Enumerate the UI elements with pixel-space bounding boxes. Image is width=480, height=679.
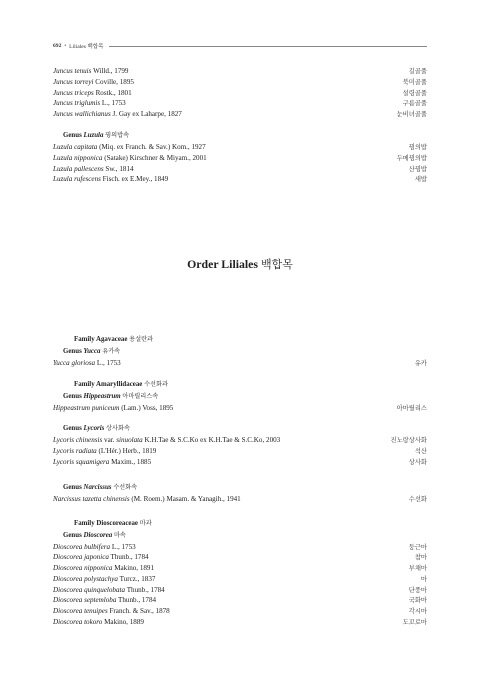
species-row — [53, 446, 427, 457]
korean-name: 북미골풀 — [402, 78, 427, 86]
species-author: Makino, 1889 — [104, 618, 144, 627]
korean-name: 구름골풀 — [402, 100, 427, 108]
dioscoreaceae-section — [53, 518, 427, 628]
species-row — [53, 98, 427, 109]
species-name: Dioscorea quinquelobata — [53, 585, 126, 594]
species-author: (M. Roem.) Masam. & Yanagih., 1941 — [131, 495, 241, 503]
species-author: K.H.Tae & S.C.Ko ex K.H.Tae & S.C.Ko, 2003 — [144, 436, 281, 444]
family-heading — [53, 334, 427, 346]
species-row — [53, 595, 427, 606]
page-number: 692 — [53, 43, 62, 49]
genus-korean: 마속 — [113, 532, 126, 539]
species-author: Turcz., 1837 — [119, 574, 156, 583]
species-author: Thunb., 1784 — [110, 553, 149, 562]
species-author: J. Gay ex Laharpe, 1827 — [112, 110, 182, 119]
family-heading — [53, 518, 427, 530]
species-name: Yucca gloriosa — [53, 358, 96, 367]
species-row — [53, 153, 427, 164]
korean-name: 상사화 — [408, 458, 427, 466]
family-heading — [53, 379, 427, 391]
genus-label: Genus — [63, 532, 82, 539]
species-row — [53, 606, 427, 617]
korean-name: 눈비녀골풀 — [396, 111, 427, 119]
genus-name: Dioscorea — [83, 532, 113, 539]
genus-label: Genus — [63, 132, 82, 139]
species-name: Narcissus tazetta chinensis — [53, 495, 130, 503]
species-row — [53, 142, 427, 153]
lycoris-section — [53, 423, 427, 467]
species-row — [53, 174, 427, 185]
infraspecific-name: sinuolata — [116, 436, 143, 444]
genus-heading — [53, 130, 427, 142]
korean-name: 두메꿩의밥 — [396, 154, 427, 162]
korean-name: 새밥 — [414, 176, 427, 184]
genus-name: Lycoris — [83, 425, 105, 432]
genus-korean: 수선화속 — [113, 484, 138, 491]
korean-name: 꿩의밥 — [408, 144, 427, 151]
species-name: Hippeastrum puniceum — [53, 403, 120, 412]
korean-name: 참마 — [414, 554, 427, 562]
species-name: Luzula pallescens — [53, 164, 104, 173]
species-name: Juncus triglumis — [53, 99, 101, 108]
header-rule — [109, 46, 427, 47]
genus-name: Narcissus — [83, 484, 112, 491]
species-author: Coville, 1895 — [95, 77, 134, 86]
species-name: Dioscorea japonica — [53, 553, 109, 562]
luzula-section — [53, 130, 427, 185]
species-row — [53, 542, 427, 553]
species-name: Dioscorea bulbifera — [53, 542, 111, 551]
korean-name: 진노랑상사화 — [390, 437, 427, 444]
order-korean: 백합목 — [260, 259, 293, 271]
family-korean: 용설란과 — [129, 336, 154, 343]
species-author: Rostk., 1801 — [95, 88, 132, 97]
species-author: (Satake) Kirschner & Miyam., 2001 — [104, 153, 207, 162]
korean-name: 도꼬로마 — [402, 619, 427, 627]
species-name: Luzula capitata — [53, 143, 98, 151]
species-name: Dioscorea septemloba — [53, 596, 117, 605]
korean-name: 산꿩밥 — [408, 165, 427, 173]
juncus-species-list — [53, 66, 427, 120]
species-author: L., 1753 — [96, 358, 121, 367]
korean-name: 석산 — [414, 447, 427, 455]
genus-name: Luzula — [83, 132, 104, 139]
family-name: Family Agavaceae — [74, 336, 128, 343]
family-name: Family Amaryllidaceae — [74, 381, 143, 388]
genus-label: Genus — [63, 425, 82, 432]
species-author: (Miq. ex Franch. & Sav.) Kom., 1927 — [99, 143, 206, 151]
species-author: Sw., 1814 — [105, 164, 134, 173]
species-row — [53, 435, 427, 446]
species-name: Luzula nipponica — [53, 153, 103, 162]
rank-marker: var. — [104, 436, 115, 444]
genus-heading — [53, 346, 427, 358]
korean-name: 국화마 — [408, 597, 427, 605]
species-name: Juncus triceps — [53, 88, 94, 97]
species-author: Thunb., 1784 — [126, 585, 165, 594]
order-name: Order Liliales — [187, 257, 259, 271]
genus-korean: 꿩의밥속 — [105, 132, 130, 139]
genus-heading — [53, 482, 427, 494]
amaryllidaceae-section — [53, 379, 427, 413]
genus-heading — [53, 423, 427, 435]
species-author: Willd., 1799 — [93, 67, 129, 75]
family-korean: 수선화과 — [144, 381, 168, 388]
species-row — [53, 585, 427, 596]
species-author: Maxim., 1885 — [111, 457, 152, 466]
species-author: Thunb., 1784 — [118, 596, 157, 605]
species-name: Dioscorea tenuipes — [53, 607, 108, 616]
korean-name: 단풍마 — [408, 586, 427, 594]
species-row — [53, 109, 427, 120]
species-author: L., 1753 — [111, 542, 136, 551]
korean-name: 수선화 — [408, 496, 427, 503]
species-row — [53, 552, 427, 563]
species-name: Juncus wallichianus — [53, 110, 111, 119]
species-row — [53, 563, 427, 574]
narcissus-section — [53, 482, 427, 505]
species-author: (L'Hér.) Herb., 1819 — [98, 446, 157, 455]
running-header — [53, 41, 427, 51]
family-name: Family Dioscoreaceae — [74, 520, 138, 527]
genus-heading — [53, 530, 427, 542]
species-name: Juncus torreyi — [53, 77, 94, 86]
species-row — [53, 66, 427, 77]
species-name: Dioscorea tokoro — [53, 618, 103, 627]
korean-name: 길골풀 — [408, 68, 427, 75]
korean-name: 아마릴리스 — [396, 404, 427, 412]
species-name: Dioscorea nipponica — [53, 564, 113, 573]
genus-label: Genus — [63, 393, 82, 400]
order-title — [0, 256, 480, 272]
genus-heading — [53, 391, 427, 403]
genus-label: Genus — [63, 348, 82, 355]
species-row — [53, 358, 427, 369]
korean-name: 마 — [420, 575, 427, 583]
genus-korean: 유카속 — [102, 348, 121, 355]
species-row — [53, 403, 427, 414]
species-author: Makino, 1891 — [114, 564, 155, 573]
species-row — [53, 494, 427, 505]
genus-korean: 아마릴리스속 — [122, 393, 159, 400]
species-name: Dioscorea polystachya — [53, 574, 118, 583]
genus-name: Yucca — [83, 348, 101, 355]
species-row — [53, 88, 427, 99]
korean-name: 둥근마 — [408, 543, 427, 551]
genus-label: Genus — [63, 484, 82, 491]
species-row — [53, 457, 427, 468]
species-name: Lycoris squamigera — [53, 457, 110, 466]
species-author: L., 1753 — [101, 99, 126, 108]
species-row — [53, 617, 427, 628]
species-name: Lycoris radiata — [53, 446, 97, 455]
genus-name: Hippeastrum — [83, 393, 121, 400]
species-name: Lycoris chinensis — [53, 436, 103, 444]
korean-name: 각시마 — [408, 608, 427, 616]
species-author: Franch. & Sav., 1878 — [109, 607, 170, 616]
section-title: Liliales 백합목 — [69, 44, 104, 50]
species-name: Juncus tenuis — [53, 67, 92, 75]
species-row — [53, 574, 427, 585]
header-bullet: • — [64, 43, 67, 49]
species-author: Fisch. ex E.Mey., 1849 — [102, 175, 169, 184]
korean-name: 설령골풀 — [402, 89, 427, 97]
genus-korean: 상사화속 — [106, 425, 130, 432]
species-row — [53, 164, 427, 175]
korean-name: 부채마 — [408, 565, 427, 573]
family-korean: 마과 — [139, 520, 152, 527]
species-row — [53, 77, 427, 88]
agavaceae-section — [53, 334, 427, 368]
korean-name: 유카 — [414, 359, 427, 367]
species-name: Luzula rufescens — [53, 175, 101, 184]
species-author: (Lam.) Voss, 1895 — [121, 403, 174, 412]
